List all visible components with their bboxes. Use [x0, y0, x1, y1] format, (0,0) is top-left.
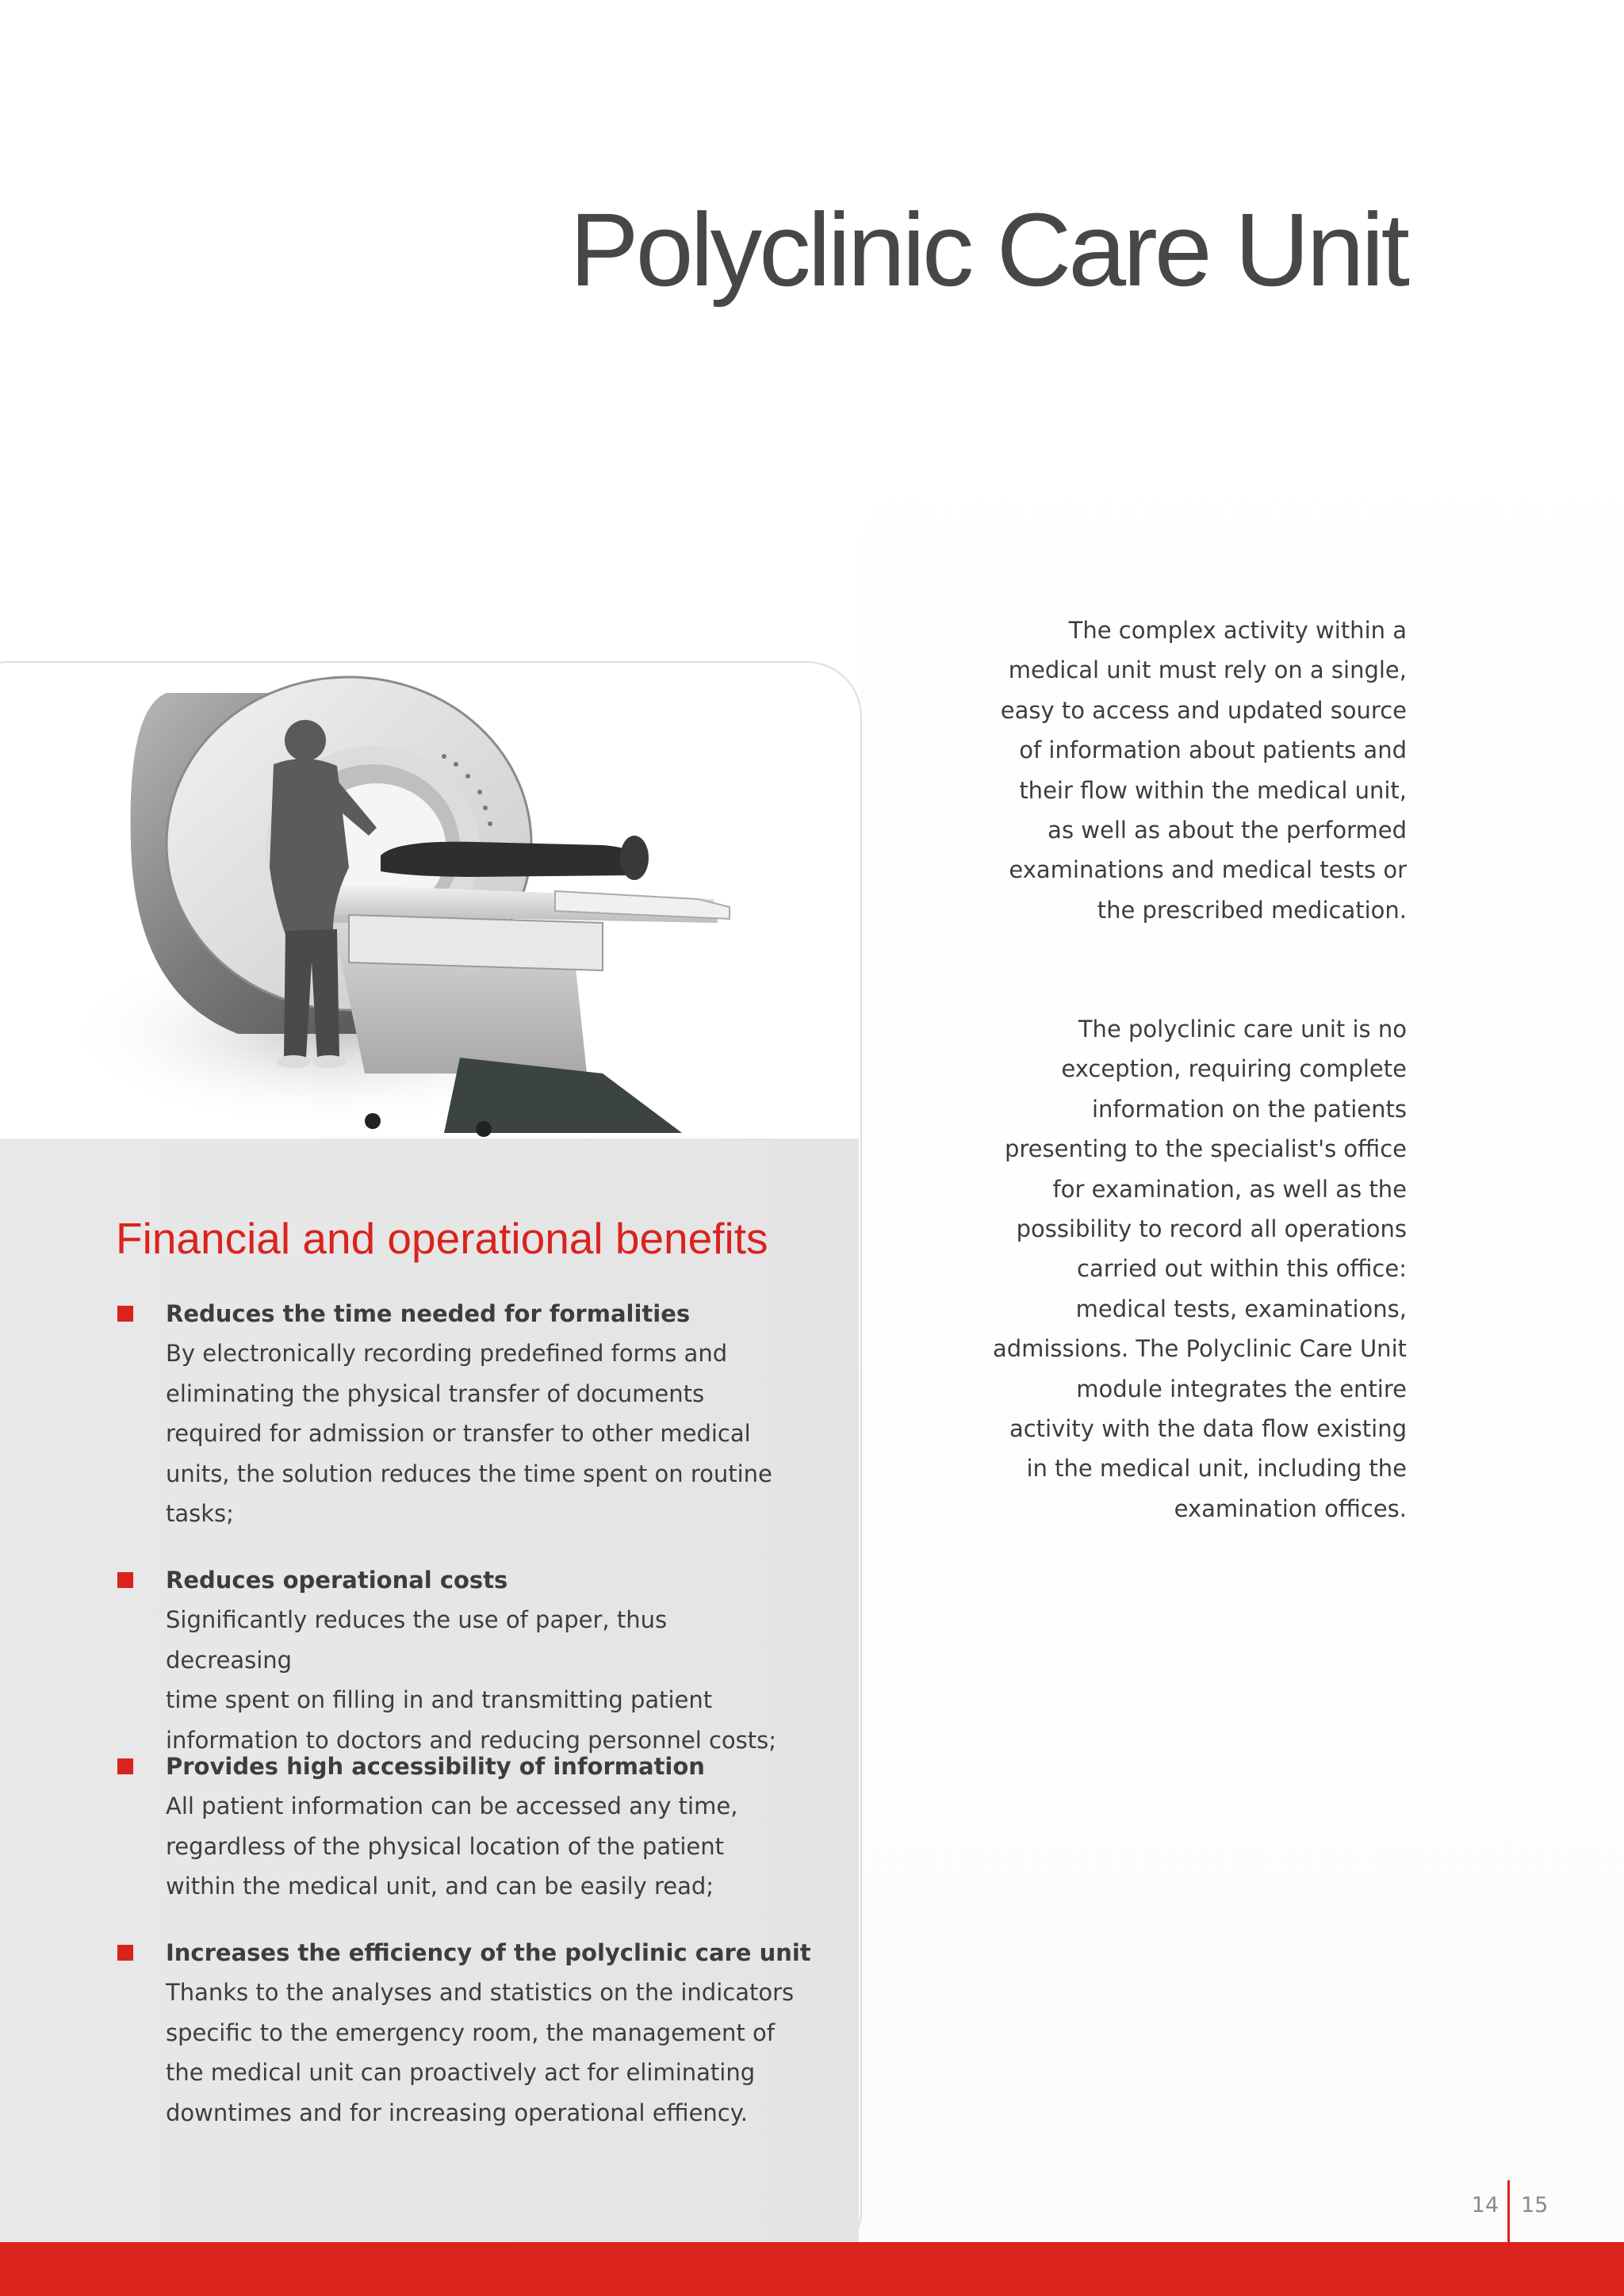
intro-paragraph-2: The polyclinic care unit is no exception, requiring complete information on the patients presenting to the specialist's office for examination, as well as the possibility to record all operations carried out within this office: medical tests, examinations, admissions. The Polyclinic Care Unit module integrates the entire activity with the data flow existing in the medical unit, including the examination offices. [992, 1016, 1407, 1522]
benefit-body: All patient information can be accessed any time, regardless of the physical location of the patient within the medical unit, and can be easily read; [166, 1793, 738, 1900]
page-number-left: 14 [1471, 2193, 1499, 2218]
square-bullet-icon [117, 1306, 133, 1322]
benefit-title: Reduces the time needed for formalities [166, 1300, 691, 1327]
page-title: Polyclinic Care Unit [569, 191, 1407, 308]
benefit-title: Provides high accessibility of information [166, 1753, 705, 1780]
footer-accent-bar [0, 2242, 1624, 2296]
benefit-body: Thanks to the analyses and statistics on the indicators specific to the emergency room, the management of the medical unit can proactively act for eliminating downtimes and for increasing operational effiency. [166, 1979, 795, 2126]
page-number-area [0, 2180, 1624, 2244]
mri-scanner-image [0, 661, 859, 1138]
page-number-right: 15 [1521, 2193, 1549, 2218]
benefit-body: Significantly reduces the use of paper, thus decreasing time spent on filling in and transmitting patient information to doctors and reducing personnel costs; [166, 1606, 777, 1754]
benefits-heading: Financial and operational benefits [116, 1214, 768, 1263]
page-number-divider [1507, 2180, 1510, 2244]
intro-paragraph-1: The complex activity within a medical unit must rely on a single, easy to access and updated source of information about patients and their flow within the medical unit, as well as about the performed examinations and medical tests or the prescribed medication. [1000, 617, 1407, 924]
benefit-title: Increases the efficiency of the polyclinic care unit [166, 1939, 811, 1966]
square-bullet-icon [117, 1758, 133, 1774]
benefit-body: By electronically recording predefined forms and eliminating the physical transfer of documents required for admission or transfer to other medical units, the solution reduces the time spent on routine tasks; [166, 1340, 772, 1528]
square-bullet-icon [117, 1572, 133, 1588]
benefit-title: Reduces operational costs [166, 1567, 508, 1594]
square-bullet-icon [117, 1945, 133, 1961]
